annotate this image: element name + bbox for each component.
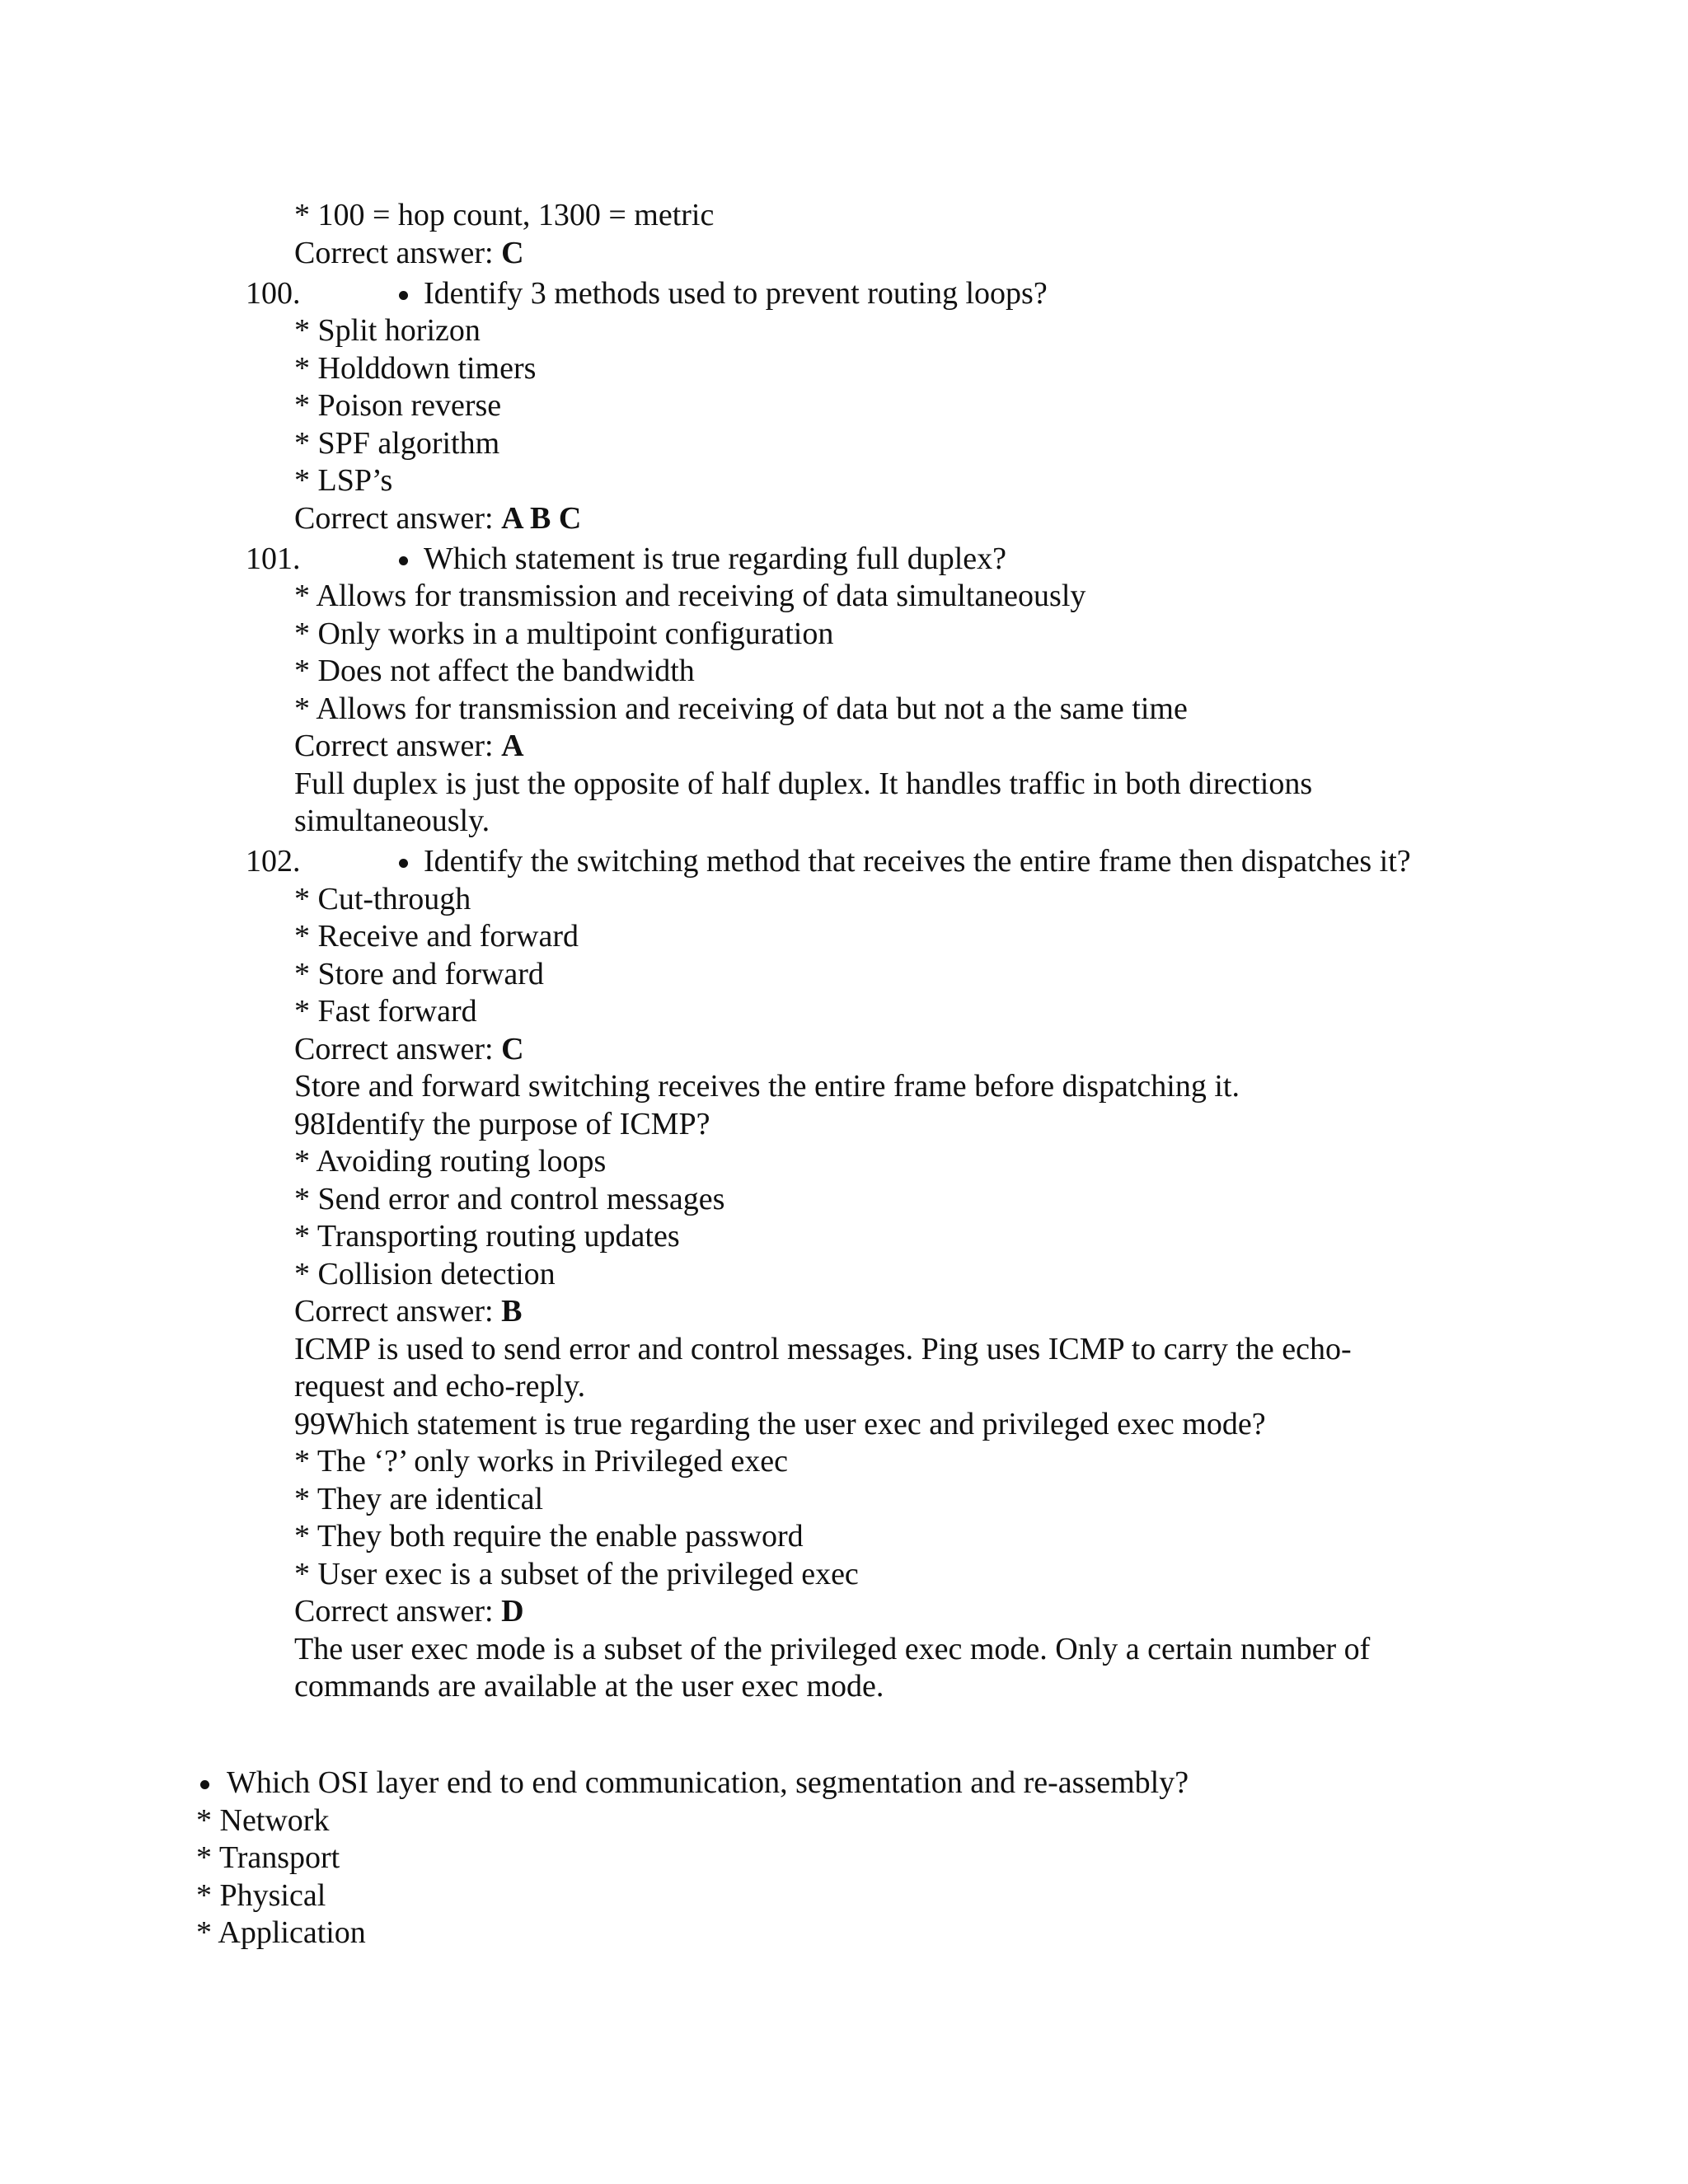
option-line: * User exec is a subset of the privileged exec — [294, 1557, 859, 1591]
option-line: * Cut-through — [294, 882, 471, 916]
answer-value: B — [501, 1294, 523, 1329]
explanation-text: request and echo-reply. — [294, 1369, 586, 1404]
option-line: * Allows for transmission and receiving of data but not a the same time — [294, 691, 1188, 726]
question-number: 102. — [246, 844, 301, 879]
answer-value: A B C — [501, 501, 582, 536]
question-text: Identify 3 methods used to prevent routing loops? — [424, 276, 1048, 311]
option-line: * Avoiding routing loops — [294, 1144, 607, 1179]
question-text: Which statement is true regarding full duplex? — [424, 541, 1006, 576]
option-line: * SPF algorithm — [294, 426, 500, 461]
option-line: * They both require the enable password — [294, 1519, 804, 1554]
question-text: 98Identify the purpose of ICMP? — [294, 1107, 710, 1141]
option-line: * The ‘?’ only works in Privileged exec — [294, 1444, 789, 1479]
option-line: * Application — [196, 1915, 366, 1950]
option-line: * Send error and control messages — [294, 1182, 725, 1216]
answer-prefix: Correct answer: — [294, 1032, 502, 1066]
explanation-text: commands are available at the user exec mode. — [294, 1669, 884, 1704]
answer-prefix: Correct answer: — [294, 729, 502, 763]
option-line: * Physical — [196, 1878, 326, 1913]
option-line: * Allows for transmission and receiving of data simultaneously — [294, 579, 1086, 613]
answer-prefix: Correct answer: — [294, 236, 502, 270]
bullet-icon — [200, 1780, 209, 1789]
correct-answer — [294, 727, 524, 765]
question-text: Which OSI layer end to end communication, segmentation and re-assembly? — [227, 1765, 1189, 1800]
correct-answer — [294, 1292, 522, 1330]
option-line: * Transporting routing updates — [294, 1219, 680, 1254]
question-number: 100. — [246, 276, 301, 311]
bullet-icon — [399, 291, 408, 300]
option-line: * Collision detection — [294, 1257, 556, 1291]
option-line: * Poison reverse — [294, 388, 502, 423]
option-line: * LSP’s — [294, 463, 393, 498]
option-line: * Split horizon — [294, 313, 481, 348]
answer-value: D — [501, 1594, 524, 1629]
option-line: * Does not affect the bandwidth — [294, 654, 695, 688]
answer-value: C — [501, 236, 524, 270]
option-line: * Store and forward — [294, 957, 544, 991]
answer-prefix: Correct answer: — [294, 1594, 502, 1629]
answer-value: C — [501, 1032, 524, 1066]
option-line: * Fast forward — [294, 994, 477, 1029]
option-line: * 100 = hop count, 1300 = metric — [294, 198, 715, 232]
explanation-text: Full duplex is just the opposite of half duplex. It handles traffic in both directions — [294, 766, 1313, 801]
option-line: * Network — [196, 1803, 330, 1838]
option-line: * Only works in a multipoint configuration — [294, 616, 834, 651]
correct-answer — [294, 499, 581, 537]
option-line: * Transport — [196, 1840, 340, 1875]
bullet-icon — [399, 859, 408, 868]
answer-prefix: Correct answer: — [294, 501, 502, 536]
answer-value: A — [501, 729, 524, 763]
question-text: Identify the switching method that receives the entire frame then dispatches it? — [424, 844, 1411, 879]
answer-prefix: Correct answer: — [294, 1294, 502, 1329]
question-number: 101. — [246, 541, 301, 576]
question-text: 99Which statement is true regarding the user exec and privileged exec mode? — [294, 1407, 1266, 1441]
correct-answer — [294, 234, 524, 272]
option-line: * Receive and forward — [294, 919, 579, 954]
explanation-text: ICMP is used to send error and control messages. Ping uses ICMP to carry the echo- — [294, 1332, 1352, 1366]
option-line: * Holddown timers — [294, 351, 537, 386]
option-line: * They are identical — [294, 1482, 544, 1516]
correct-answer — [294, 1030, 524, 1068]
explanation-text: simultaneously. — [294, 804, 490, 838]
correct-answer — [294, 1592, 524, 1630]
explanation-text: Store and forward switching receives the entire frame before dispatching it. — [294, 1069, 1240, 1104]
bullet-icon — [399, 556, 408, 565]
explanation-text: The user exec mode is a subset of the privileged exec mode. Only a certain number of — [294, 1632, 1371, 1666]
